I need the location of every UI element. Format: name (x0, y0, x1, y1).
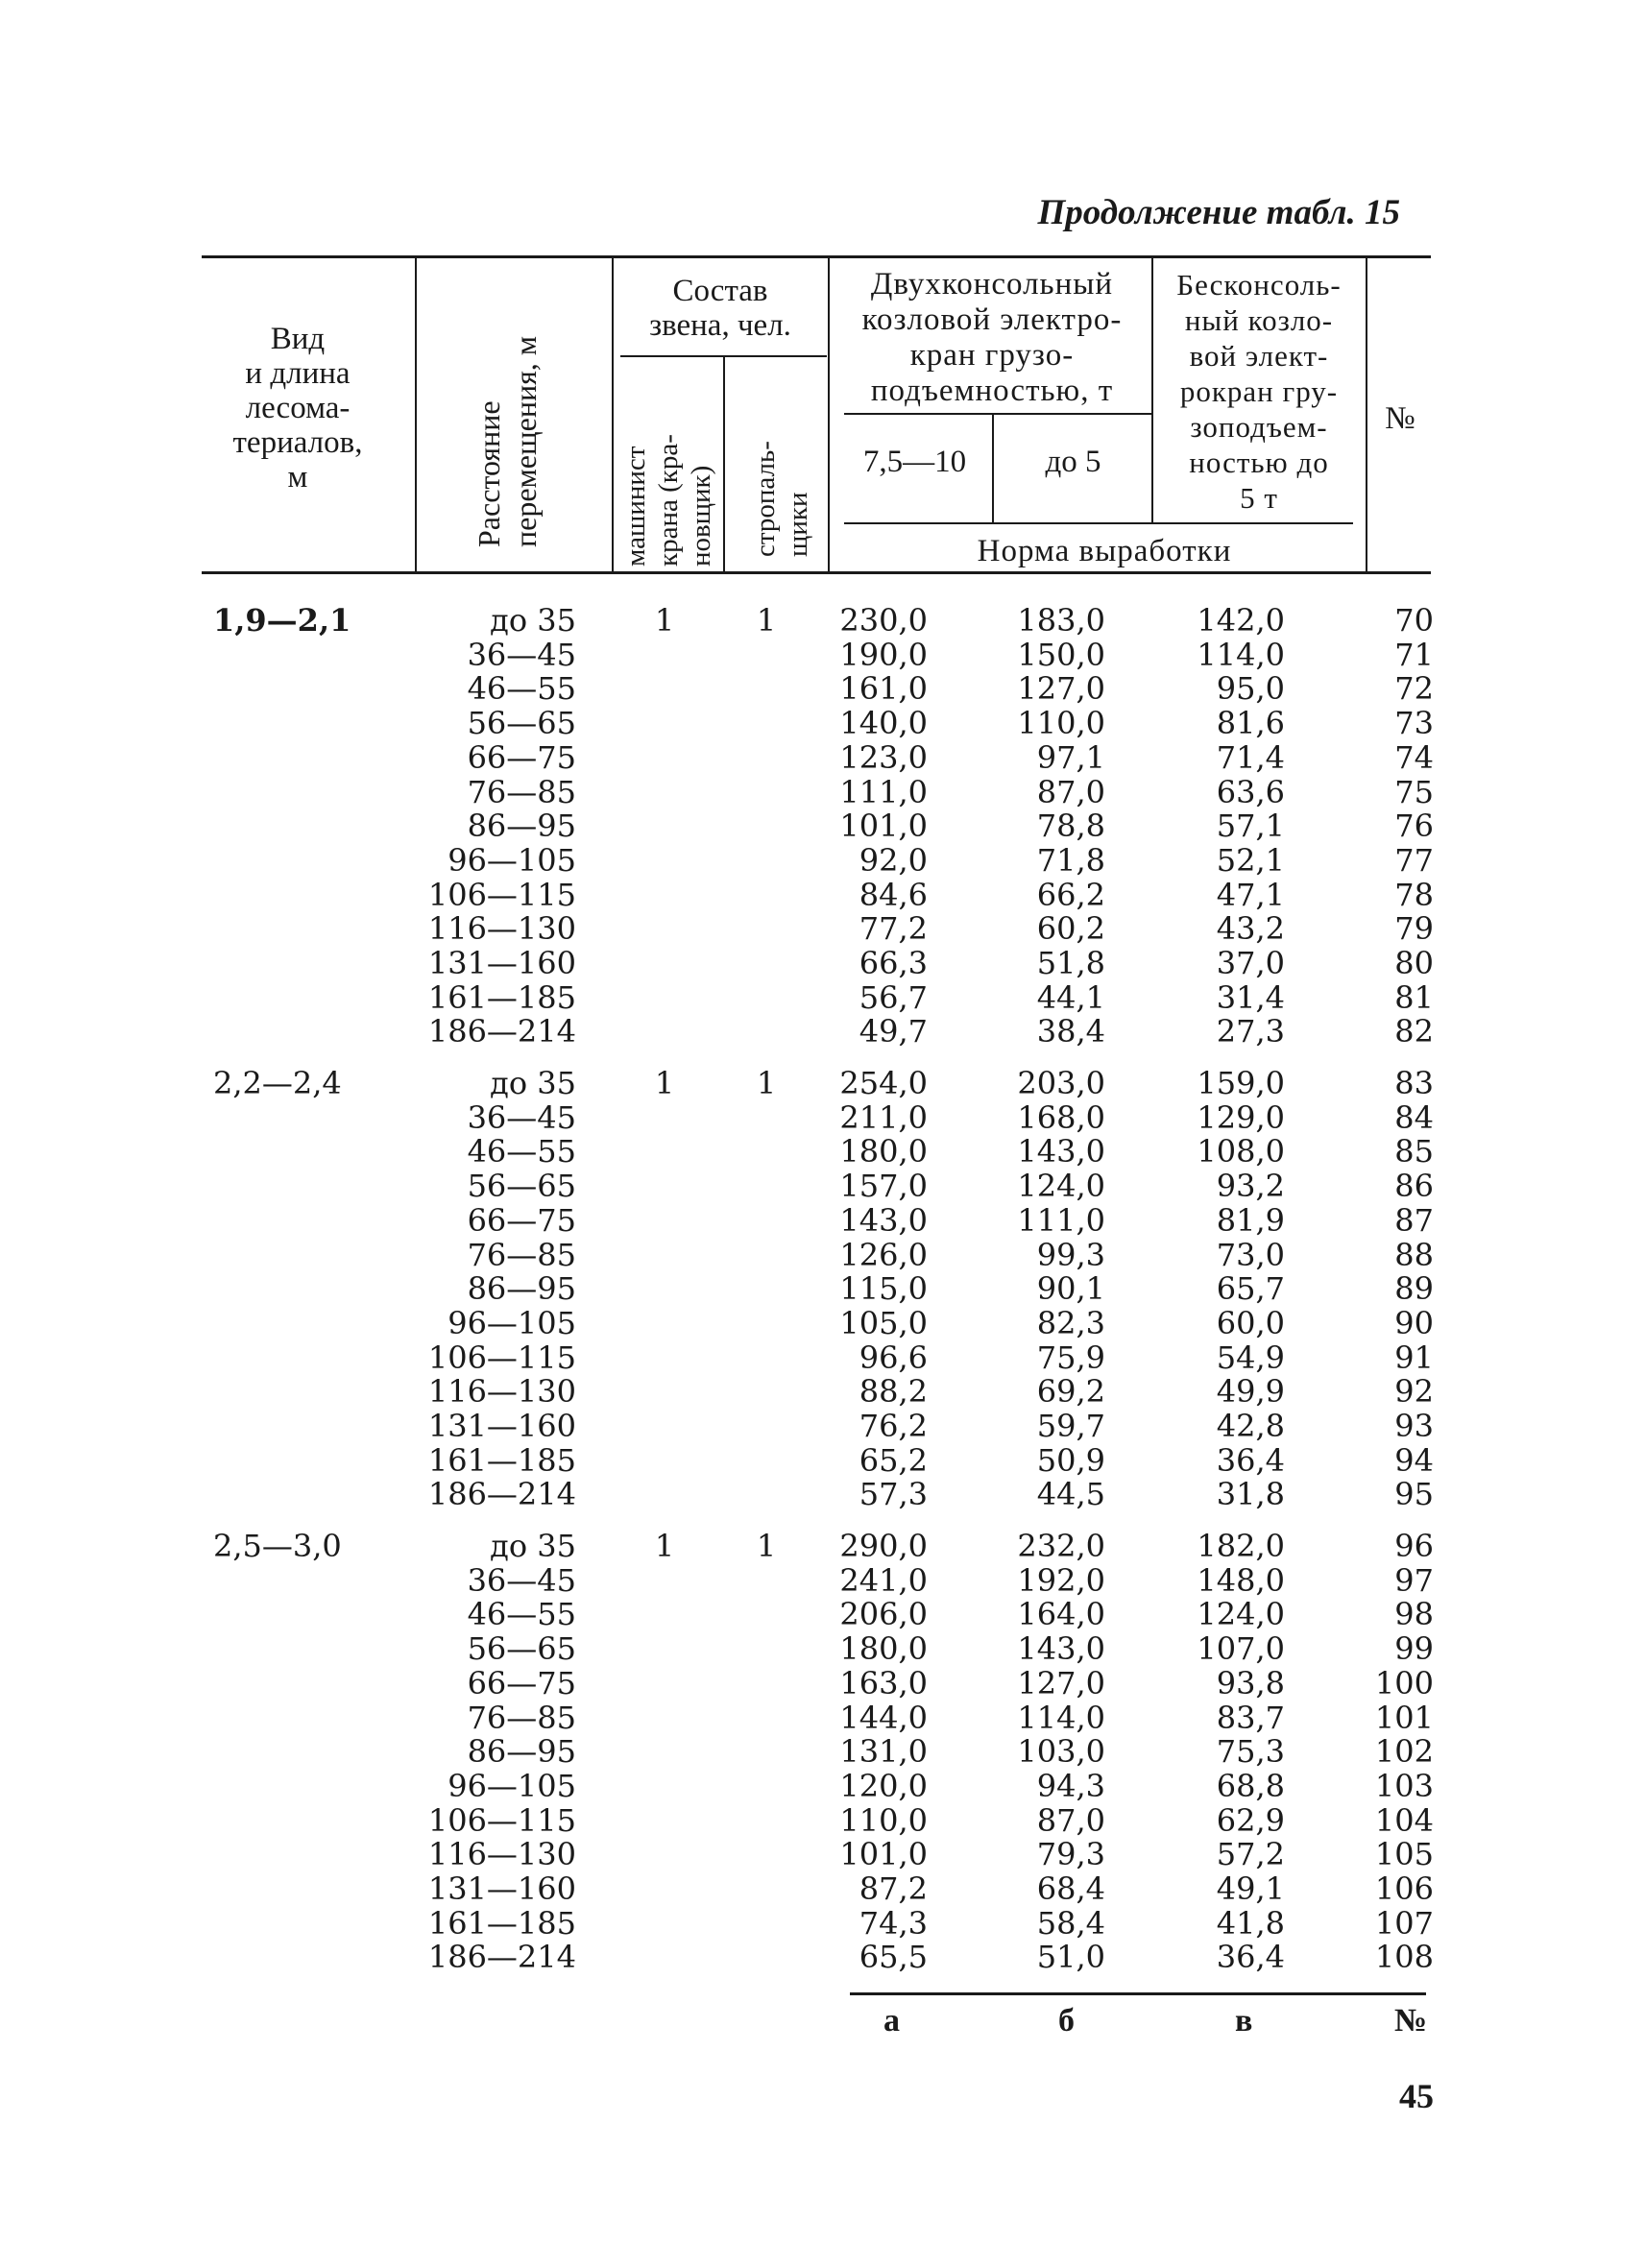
distance-cell: 66—75 (467, 1664, 576, 1701)
norm-double-7-10: 211,0 (839, 1098, 928, 1136)
row-number: 104 (1374, 1801, 1434, 1839)
table-row (0, 1014, 1645, 1049)
norm-no-console-5: 129,0 (1197, 1098, 1285, 1136)
distance-cell: 161—185 (427, 1441, 576, 1479)
norm-no-console-5: 57,1 (1216, 808, 1285, 845)
row-number: 81 (1394, 978, 1434, 1016)
row-number: 92 (1394, 1373, 1434, 1411)
distance-cell: 186—214 (427, 1013, 576, 1050)
norm-double-7-10: 290,0 (839, 1528, 928, 1564)
distance-cell: 86—95 (467, 1733, 576, 1771)
material-kind: 2,2—2,4 (213, 1065, 342, 1101)
row-number: 80 (1394, 945, 1434, 981)
material-kind: 1,9—2,1 (213, 602, 351, 639)
norm-double-5: 60,2 (1036, 910, 1105, 948)
table-row (0, 1597, 1645, 1631)
distance-cell: 86—95 (467, 1270, 576, 1308)
material-kind: 2,5—3,0 (213, 1528, 342, 1564)
row-number: 101 (1374, 1699, 1434, 1736)
distance-cell: 96—105 (448, 841, 576, 879)
norm-no-console-5: 107,0 (1197, 1630, 1285, 1668)
norm-no-console-5: 31,8 (1216, 1476, 1285, 1513)
distance-cell: до 35 (490, 1065, 576, 1101)
norm-double-7-10: 87,2 (859, 1870, 928, 1907)
norm-double-7-10: 76,2 (859, 1408, 928, 1444)
norm-double-7-10: 57,3 (859, 1476, 928, 1513)
norm-double-7-10: 111,0 (839, 773, 928, 810)
norm-double-5: 103,0 (1017, 1733, 1105, 1771)
table-row (0, 1477, 1645, 1511)
row-number: 103 (1374, 1767, 1434, 1804)
header-double-console: Двухконсольный козловой электро- кран грузо- подъемностью, т (861, 267, 1123, 408)
table-row (0, 1169, 1645, 1203)
distance-cell: 116—130 (427, 1836, 576, 1873)
crew-slinger-count: 1 (756, 1065, 777, 1101)
table-row (0, 603, 1645, 638)
header-number: № (1385, 401, 1415, 436)
norm-double-5: 164,0 (1017, 1596, 1105, 1633)
row-number: 83 (1394, 1065, 1434, 1101)
norm-no-console-5: 31,4 (1216, 978, 1285, 1016)
distance-cell: 106—115 (427, 1801, 576, 1839)
row-number: 85 (1394, 1133, 1434, 1170)
norm-double-7-10: 66,3 (859, 945, 928, 981)
distance-cell: 161—185 (427, 1904, 576, 1942)
norm-no-console-5: 60,0 (1216, 1304, 1285, 1341)
norm-no-console-5: 36,4 (1216, 1441, 1285, 1479)
distance-cell: 36—45 (467, 1098, 576, 1136)
distance-cell: 96—105 (448, 1304, 576, 1341)
distance-cell: 106—115 (427, 876, 576, 913)
norm-double-5: 68,4 (1036, 1870, 1105, 1907)
norm-double-7-10: 157,0 (839, 1168, 928, 1205)
norm-double-7-10: 92,0 (859, 841, 928, 879)
table-row (0, 1443, 1645, 1478)
footer-label-b: б (1058, 2003, 1075, 2039)
table-row (0, 1769, 1645, 1803)
norm-no-console-5: 52,1 (1216, 841, 1285, 879)
norm-double-5: 82,3 (1036, 1304, 1105, 1341)
norm-no-console-5: 124,0 (1197, 1596, 1285, 1633)
norm-double-7-10: 140,0 (839, 705, 928, 742)
norm-no-console-5: 41,8 (1216, 1904, 1285, 1942)
row-number: 70 (1394, 602, 1434, 639)
crew-slinger-count: 1 (756, 1528, 777, 1564)
distance-cell: 131—160 (427, 945, 576, 981)
table-row (0, 1803, 1645, 1838)
norm-double-7-10: 101,0 (839, 808, 928, 845)
norm-double-7-10: 96,6 (859, 1339, 928, 1376)
distance-cell: 186—214 (427, 1939, 576, 1976)
row-number: 98 (1394, 1596, 1434, 1633)
table-row (0, 1238, 1645, 1272)
distance-cell: 131—160 (427, 1408, 576, 1444)
distance-cell: 66—75 (467, 738, 576, 776)
norm-double-7-10: 84,6 (859, 876, 928, 913)
norm-double-7-10: 161,0 (839, 670, 928, 708)
norm-double-7-10: 77,2 (859, 910, 928, 948)
norm-double-5: 127,0 (1017, 1664, 1105, 1701)
norm-double-5: 183,0 (1017, 602, 1105, 639)
table-row (0, 1203, 1645, 1238)
row-number: 94 (1394, 1441, 1434, 1479)
table-row (0, 1563, 1645, 1598)
norm-double-7-10: 230,0 (839, 602, 928, 639)
norm-double-5: 114,0 (1017, 1699, 1105, 1736)
norm-no-console-5: 63,6 (1216, 773, 1285, 810)
norm-double-7-10: 110,0 (839, 1801, 928, 1839)
row-number: 105 (1374, 1836, 1434, 1873)
norm-double-7-10: 105,0 (839, 1304, 928, 1341)
norm-double-5: 87,0 (1036, 773, 1105, 810)
table-row (0, 638, 1645, 672)
distance-cell: до 35 (490, 1528, 576, 1564)
row-number: 106 (1374, 1870, 1434, 1907)
table-row (0, 740, 1645, 775)
norm-double-7-10: 56,7 (859, 978, 928, 1016)
table-row (0, 1871, 1645, 1906)
row-number: 107 (1374, 1904, 1434, 1942)
norm-no-console-5: 95,0 (1216, 670, 1285, 708)
norm-no-console-5: 43,2 (1216, 910, 1285, 948)
norm-double-5: 150,0 (1017, 636, 1105, 673)
norm-no-console-5: 71,4 (1216, 738, 1285, 776)
distance-cell: 116—130 (427, 910, 576, 948)
row-number: 78 (1394, 876, 1434, 913)
table-row (0, 1906, 1645, 1941)
norm-double-5: 110,0 (1017, 705, 1105, 742)
norm-double-7-10: 65,2 (859, 1441, 928, 1479)
row-number: 76 (1394, 808, 1434, 845)
row-number: 108 (1374, 1939, 1434, 1976)
row-number: 71 (1394, 636, 1434, 673)
table-row (0, 843, 1645, 878)
norm-double-7-10: 180,0 (839, 1630, 928, 1668)
norm-double-5: 69,2 (1036, 1373, 1105, 1411)
table-row (0, 1666, 1645, 1701)
norm-double-7-10: 74,3 (859, 1904, 928, 1942)
norm-double-7-10: 65,5 (859, 1939, 928, 1976)
row-number: 79 (1394, 910, 1434, 948)
norm-double-5: 99,3 (1036, 1236, 1105, 1273)
crew-slinger-count: 1 (756, 602, 777, 639)
header-distance: Расстояние перемещения, м (472, 335, 543, 547)
footer-label-a: а (883, 2003, 900, 2039)
norm-double-7-10: 115,0 (839, 1270, 928, 1308)
table-row (0, 1940, 1645, 1974)
row-number: 73 (1394, 705, 1434, 742)
distance-cell: 56—65 (467, 705, 576, 742)
table-row (0, 1100, 1645, 1135)
row-number: 89 (1394, 1270, 1434, 1308)
norm-no-console-5: 27,3 (1216, 1013, 1285, 1050)
distance-cell: 76—85 (467, 1699, 576, 1736)
norm-double-7-10: 123,0 (839, 738, 928, 776)
norm-double-7-10: 144,0 (839, 1699, 928, 1736)
norm-no-console-5: 108,0 (1197, 1133, 1285, 1170)
norm-double-5: 38,4 (1036, 1013, 1105, 1050)
norm-double-7-10: 120,0 (839, 1767, 928, 1804)
header-crew: Состав звена, чел. (649, 274, 791, 343)
norm-double-7-10: 241,0 (839, 1561, 928, 1599)
table-row (0, 1631, 1645, 1666)
row-number: 95 (1394, 1476, 1434, 1513)
norm-double-5: 71,8 (1036, 841, 1105, 879)
norm-no-console-5: 182,0 (1197, 1528, 1285, 1564)
table-row (0, 1306, 1645, 1340)
header-double-sub2: до 5 (1045, 445, 1101, 479)
table-row (0, 1066, 1645, 1100)
norm-no-console-5: 49,9 (1216, 1373, 1285, 1411)
distance-cell: до 35 (490, 602, 576, 639)
norm-double-5: 51,8 (1036, 945, 1105, 981)
norm-double-5: 44,5 (1036, 1476, 1105, 1513)
norm-double-7-10: 190,0 (839, 636, 928, 673)
norm-no-console-5: 83,7 (1216, 1699, 1285, 1736)
norm-no-console-5: 42,8 (1216, 1408, 1285, 1444)
distance-cell: 76—85 (467, 1236, 576, 1273)
norm-double-5: 44,1 (1036, 978, 1105, 1016)
table-row (0, 980, 1645, 1015)
table-caption: Продолжение табл. 15 (1037, 193, 1400, 232)
table-row (0, 1340, 1645, 1375)
row-number: 77 (1394, 841, 1434, 879)
norm-double-5: 192,0 (1017, 1561, 1105, 1599)
table-row (0, 775, 1645, 809)
norm-no-console-5: 93,2 (1216, 1168, 1285, 1205)
row-number: 99 (1394, 1630, 1434, 1668)
norm-double-7-10: 101,0 (839, 1836, 928, 1873)
table-row (0, 1837, 1645, 1871)
distance-cell: 76—85 (467, 773, 576, 810)
norm-double-5: 51,0 (1036, 1939, 1105, 1976)
norm-no-console-5: 49,1 (1216, 1870, 1285, 1907)
row-number: 96 (1394, 1528, 1434, 1564)
row-number: 91 (1394, 1339, 1434, 1376)
table-row (0, 1271, 1645, 1306)
norm-no-console-5: 148,0 (1197, 1561, 1285, 1599)
row-number: 86 (1394, 1168, 1434, 1205)
distance-cell: 186—214 (427, 1476, 576, 1513)
header-kind: Вид и длина лесома- териалов, м (232, 322, 363, 495)
table-row (0, 671, 1645, 706)
row-number: 102 (1374, 1733, 1434, 1771)
header-crew-slinger: стропаль- щики (750, 441, 813, 557)
norm-double-5: 143,0 (1017, 1133, 1105, 1170)
table-row (0, 1409, 1645, 1443)
row-number: 97 (1394, 1561, 1434, 1599)
row-number: 75 (1394, 773, 1434, 810)
norm-double-7-10: 131,0 (839, 1733, 928, 1771)
distance-cell: 46—55 (467, 1133, 576, 1170)
row-number: 93 (1394, 1408, 1434, 1444)
norm-double-7-10: 254,0 (839, 1065, 928, 1101)
norm-no-console-5: 65,7 (1216, 1270, 1285, 1308)
norm-double-5: 87,0 (1036, 1801, 1105, 1839)
footer-label-number: № (1394, 2003, 1428, 2039)
norm-double-7-10: 49,7 (859, 1013, 928, 1050)
norm-double-7-10: 143,0 (839, 1201, 928, 1239)
table-row (0, 1701, 1645, 1735)
table-row (0, 1134, 1645, 1169)
norm-no-console-5: 81,6 (1216, 705, 1285, 742)
distance-cell: 46—55 (467, 1596, 576, 1633)
distance-cell: 56—65 (467, 1630, 576, 1668)
norm-no-console-5: 47,1 (1216, 876, 1285, 913)
norm-double-5: 127,0 (1017, 670, 1105, 708)
norm-no-console-5: 114,0 (1197, 636, 1285, 673)
distance-cell: 116—130 (427, 1373, 576, 1411)
norm-no-console-5: 75,3 (1216, 1733, 1285, 1771)
table-row (0, 946, 1645, 980)
norm-double-5: 203,0 (1017, 1065, 1105, 1101)
distance-cell: 36—45 (467, 1561, 576, 1599)
distance-cell: 36—45 (467, 636, 576, 673)
distance-cell: 86—95 (467, 808, 576, 845)
norm-double-5: 143,0 (1017, 1630, 1105, 1668)
norm-double-5: 78,8 (1036, 808, 1105, 845)
row-number: 88 (1394, 1236, 1434, 1273)
crew-operator-count: 1 (654, 1528, 675, 1564)
table-row (0, 911, 1645, 946)
header-no-console: Бесконсоль- ный козло- вой элект- рокран гру- зоподъем- ностью до 5 т (1176, 268, 1342, 515)
norm-no-console-5: 142,0 (1197, 602, 1285, 639)
norm-no-console-5: 73,0 (1216, 1236, 1285, 1273)
distance-cell: 106—115 (427, 1339, 576, 1376)
table-row (0, 878, 1645, 912)
row-number: 72 (1394, 670, 1434, 708)
norm-no-console-5: 81,9 (1216, 1201, 1285, 1239)
distance-cell: 66—75 (467, 1201, 576, 1239)
norm-no-console-5: 93,8 (1216, 1664, 1285, 1701)
distance-cell: 131—160 (427, 1870, 576, 1907)
norm-double-5: 232,0 (1017, 1528, 1105, 1564)
header-double-sub1: 7,5—10 (862, 445, 967, 479)
norm-no-console-5: 54,9 (1216, 1339, 1285, 1376)
norm-double-5: 58,4 (1036, 1904, 1105, 1942)
norm-double-7-10: 88,2 (859, 1373, 928, 1411)
table-row (0, 706, 1645, 740)
header-crew-operator: машинист крана (кра- новщик) (620, 434, 716, 567)
norm-double-5: 50,9 (1036, 1441, 1105, 1479)
norm-no-console-5: 37,0 (1216, 945, 1285, 981)
norm-double-7-10: 180,0 (839, 1133, 928, 1170)
norm-double-5: 79,3 (1036, 1836, 1105, 1873)
header-norm: Норма выработки (977, 534, 1232, 568)
distance-cell: 46—55 (467, 670, 576, 708)
table-row (0, 1374, 1645, 1409)
norm-double-5: 111,0 (1017, 1201, 1105, 1239)
norm-double-5: 97,1 (1036, 738, 1105, 776)
crew-operator-count: 1 (654, 1065, 675, 1101)
norm-no-console-5: 68,8 (1216, 1767, 1285, 1804)
norm-double-5: 168,0 (1017, 1098, 1105, 1136)
norm-double-5: 90,1 (1036, 1270, 1105, 1308)
norm-no-console-5: 62,9 (1216, 1801, 1285, 1839)
distance-cell: 96—105 (448, 1767, 576, 1804)
row-number: 84 (1394, 1098, 1434, 1136)
norm-no-console-5: 159,0 (1197, 1065, 1285, 1101)
norm-double-5: 124,0 (1017, 1168, 1105, 1205)
norm-double-5: 94,3 (1036, 1767, 1105, 1804)
norm-double-5: 75,9 (1036, 1339, 1105, 1376)
norm-double-5: 66,2 (1036, 876, 1105, 913)
table-row (0, 808, 1645, 843)
row-number: 87 (1394, 1201, 1434, 1239)
distance-cell: 56—65 (467, 1168, 576, 1205)
norm-no-console-5: 36,4 (1216, 1939, 1285, 1976)
row-number: 100 (1374, 1664, 1434, 1701)
norm-double-7-10: 163,0 (839, 1664, 928, 1701)
row-number: 90 (1394, 1304, 1434, 1341)
table-row (0, 1529, 1645, 1563)
row-number: 74 (1394, 738, 1434, 776)
crew-operator-count: 1 (654, 602, 675, 639)
norm-double-7-10: 126,0 (839, 1236, 928, 1273)
footer-label-v: в (1235, 2003, 1253, 2039)
page-number: 45 (1399, 2077, 1434, 2115)
distance-cell: 161—185 (427, 978, 576, 1016)
table-row (0, 1734, 1645, 1769)
norm-no-console-5: 57,2 (1216, 1836, 1285, 1873)
row-number: 82 (1394, 1013, 1434, 1050)
norm-double-5: 59,7 (1036, 1408, 1105, 1444)
norm-double-7-10: 206,0 (839, 1596, 928, 1633)
